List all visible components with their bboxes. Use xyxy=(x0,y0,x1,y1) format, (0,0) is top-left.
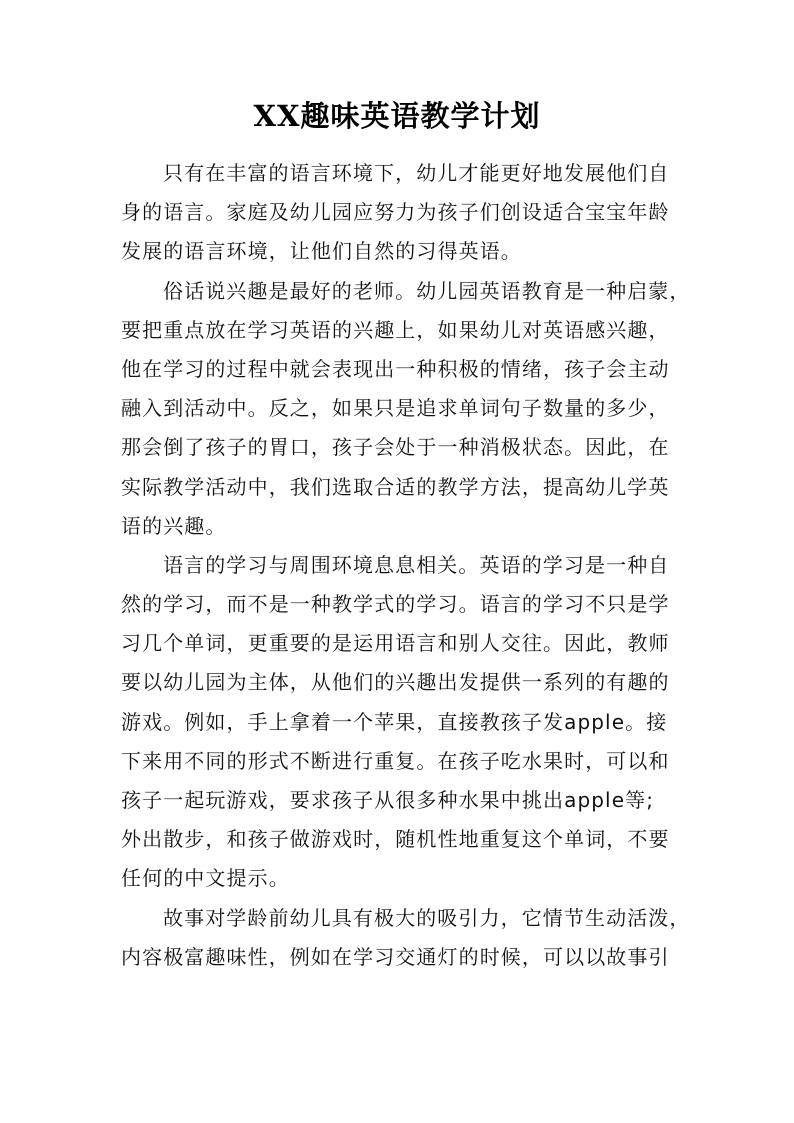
paragraph-line: 孩子一起玩游戏，要求孩子从很多种水果中挑出apple等; xyxy=(121,788,655,812)
paragraph-line: 要把重点放在学习英语的兴趣上，如果幼儿对英语感兴趣， xyxy=(121,317,670,342)
paragraph-line: 只有在丰富的语言环境下，幼儿才能更好地发展他们自 xyxy=(163,161,670,185)
document-body xyxy=(121,154,691,977)
paragraph-line: 内容极富趣味性，例如在学习交通灯的时候，可以以故事引 xyxy=(121,944,670,969)
paragraph-line: 语言的学习与周围环境息息相关。英语的学习是一种自 xyxy=(163,552,670,577)
document-title: XX趣味英语教学计划 xyxy=(253,99,541,133)
paragraph-line: 习几个单词，更重要的是运用语言和别人交往。因此，教师 xyxy=(121,631,670,656)
paragraph-line: 俗话说兴趣是最好的老师。幼儿园英语教育是一种启蒙， xyxy=(163,278,691,303)
paragraph-line: 故事对学龄前幼儿具有极大的吸引力，它情节生动活泼， xyxy=(163,905,691,930)
paragraph-line: 他在学习的过程中就会表现出一种积极的情绪，孩子会主动 xyxy=(121,356,670,381)
paragraph-line: 要以幼儿园为主体，从他们的兴趣出发提供一系列的有趣的 xyxy=(121,670,670,695)
paragraph-line: 然的学习，而不是一种教学式的学习。语言的学习不只是学 xyxy=(121,592,670,617)
paragraph-line: 下来用不同的形式不断进行重复。在孩子吃水果时，可以和 xyxy=(121,748,670,773)
paragraph-1 xyxy=(121,154,681,272)
paragraph-3 xyxy=(121,546,681,899)
paragraph-line: 语的兴趣。 xyxy=(121,513,227,538)
paragraph-line: 融入到活动中。反之，如果只是追求单词句子数量的多少， xyxy=(121,396,670,421)
paragraph-2 xyxy=(121,272,691,546)
paragraph-line: 游戏。例如，手上拿着一个苹果，直接教孩子发apple。接 xyxy=(121,709,668,734)
paragraph-line: 发展的语言环境，让他们自然的习得英语。 xyxy=(121,239,522,264)
paragraph-line: 任何的中文提示。 xyxy=(121,866,290,891)
paragraph-line: 那会倒了孩子的胃口，孩子会处于一种消极状态。因此，在 xyxy=(121,435,670,460)
paragraph-line: 实际教学活动中，我们选取合适的教学方法，提高幼儿学英 xyxy=(121,474,670,499)
paragraph-line: 身的语言。家庭及幼儿园应努力为孩子们创设适合宝宝年龄 xyxy=(121,200,670,225)
paragraph-4 xyxy=(121,899,691,977)
paragraph-line: 外出散步，和孩子做游戏时，随机性地重复这个单词，不要 xyxy=(121,827,670,852)
